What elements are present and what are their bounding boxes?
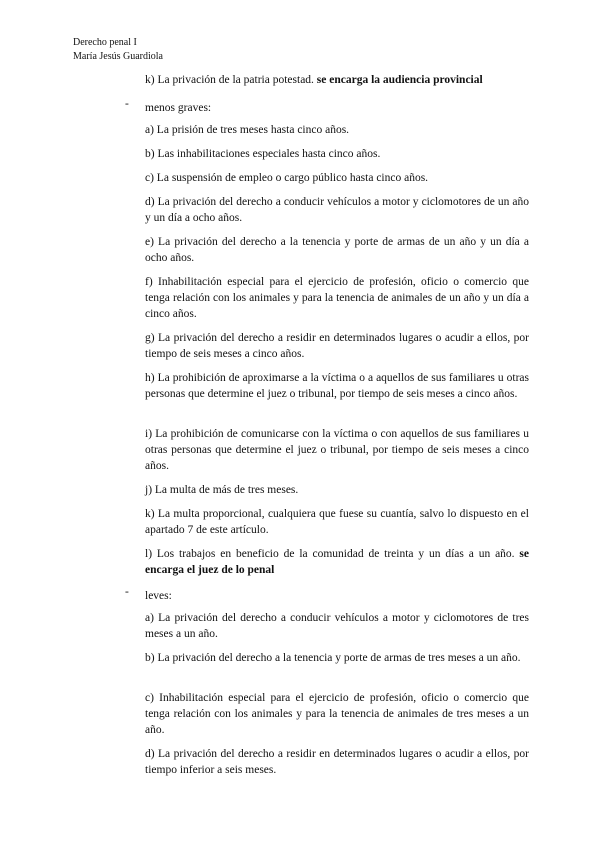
list-item-l [145, 546, 529, 578]
list-item: j) La multa de más de tres meses. [145, 484, 299, 496]
list-item: b) La privación del derecho a la tenencia y porte de armas de tres meses a un año. [145, 652, 521, 664]
list-heading-label: menos graves: [145, 102, 212, 114]
paragraph-text: k) La privación de la patria potestad. [145, 74, 314, 86]
course-title: Derecho penal I [73, 37, 137, 48]
page-header [73, 36, 163, 64]
list-item: a) La privación del derecho a conducir vehículos a motor y ciclomotores de tres meses a un año. [145, 612, 529, 640]
bullet-dash: - [125, 586, 129, 598]
list-item: e) La privación del derecho a la tenencia y porte de armas de un año y un día a ocho años. [145, 236, 529, 264]
list-heading-label: leves: [145, 590, 172, 602]
list-item: a) La prisión de tres meses hasta cinco años. [145, 124, 350, 136]
bold-note: se encarga el juez de lo penal [145, 548, 529, 576]
list-item: h) La prohibición de aproximarse a la víctima o a aquellos de sus familiares u otras personas que determine el juez o tribunal, por tiempo de seis meses a cinco años. [145, 372, 529, 400]
list-heading-leves [125, 586, 529, 604]
list-item: g) La privación del derecho a residir en determinados lugares o acudir a ellos, por tiempo de seis meses a cinco años. [145, 332, 529, 360]
list-item: d) La privación del derecho a conducir vehículos a motor y ciclomotores de un año y un día a ocho años. [145, 196, 529, 224]
list-item: i) La prohibición de comunicarse con la víctima o con aquellos de sus familiares u otras personas que determine el juez o tribunal, por tiempo de seis meses a cinco años. [145, 428, 529, 472]
list-item: c) La suspensión de empleo o cargo público hasta cinco años. [145, 172, 429, 184]
list-item: k) La multa proporcional, cualquiera que fuese su cuantía, salvo lo dispuesto en el apartado 7 de este artículo. [145, 508, 529, 536]
list-item: c) Inhabilitación especial para el ejercicio de profesión, oficio o comercio que tenga relación con los animales y para la tenencia de animales de tres meses a un año. [145, 692, 529, 736]
list-item: d) La privación del derecho a residir en determinados lugares o acudir a ellos, por tiempo inferior a seis meses. [145, 748, 529, 776]
list-item: f) Inhabilitación especial para el ejercicio de profesión, oficio o comercio que tenga relación con los animales y para la tenencia de animales de un año y un día a cinco años. [145, 276, 529, 320]
paragraph-text: l) Los trabajos en beneficio de la comunidad de treinta y un días a un año. [145, 548, 515, 560]
list-heading-menos-graves [125, 98, 529, 116]
list-item: b) Las inhabilitaciones especiales hasta cinco años. [145, 148, 381, 160]
bold-note: se encarga la audiencia provincial [316, 74, 483, 86]
bullet-dash: - [125, 98, 129, 110]
paragraph-k-patria-potestad [145, 72, 483, 88]
author-name: María Jesús Guardiola [73, 51, 163, 62]
